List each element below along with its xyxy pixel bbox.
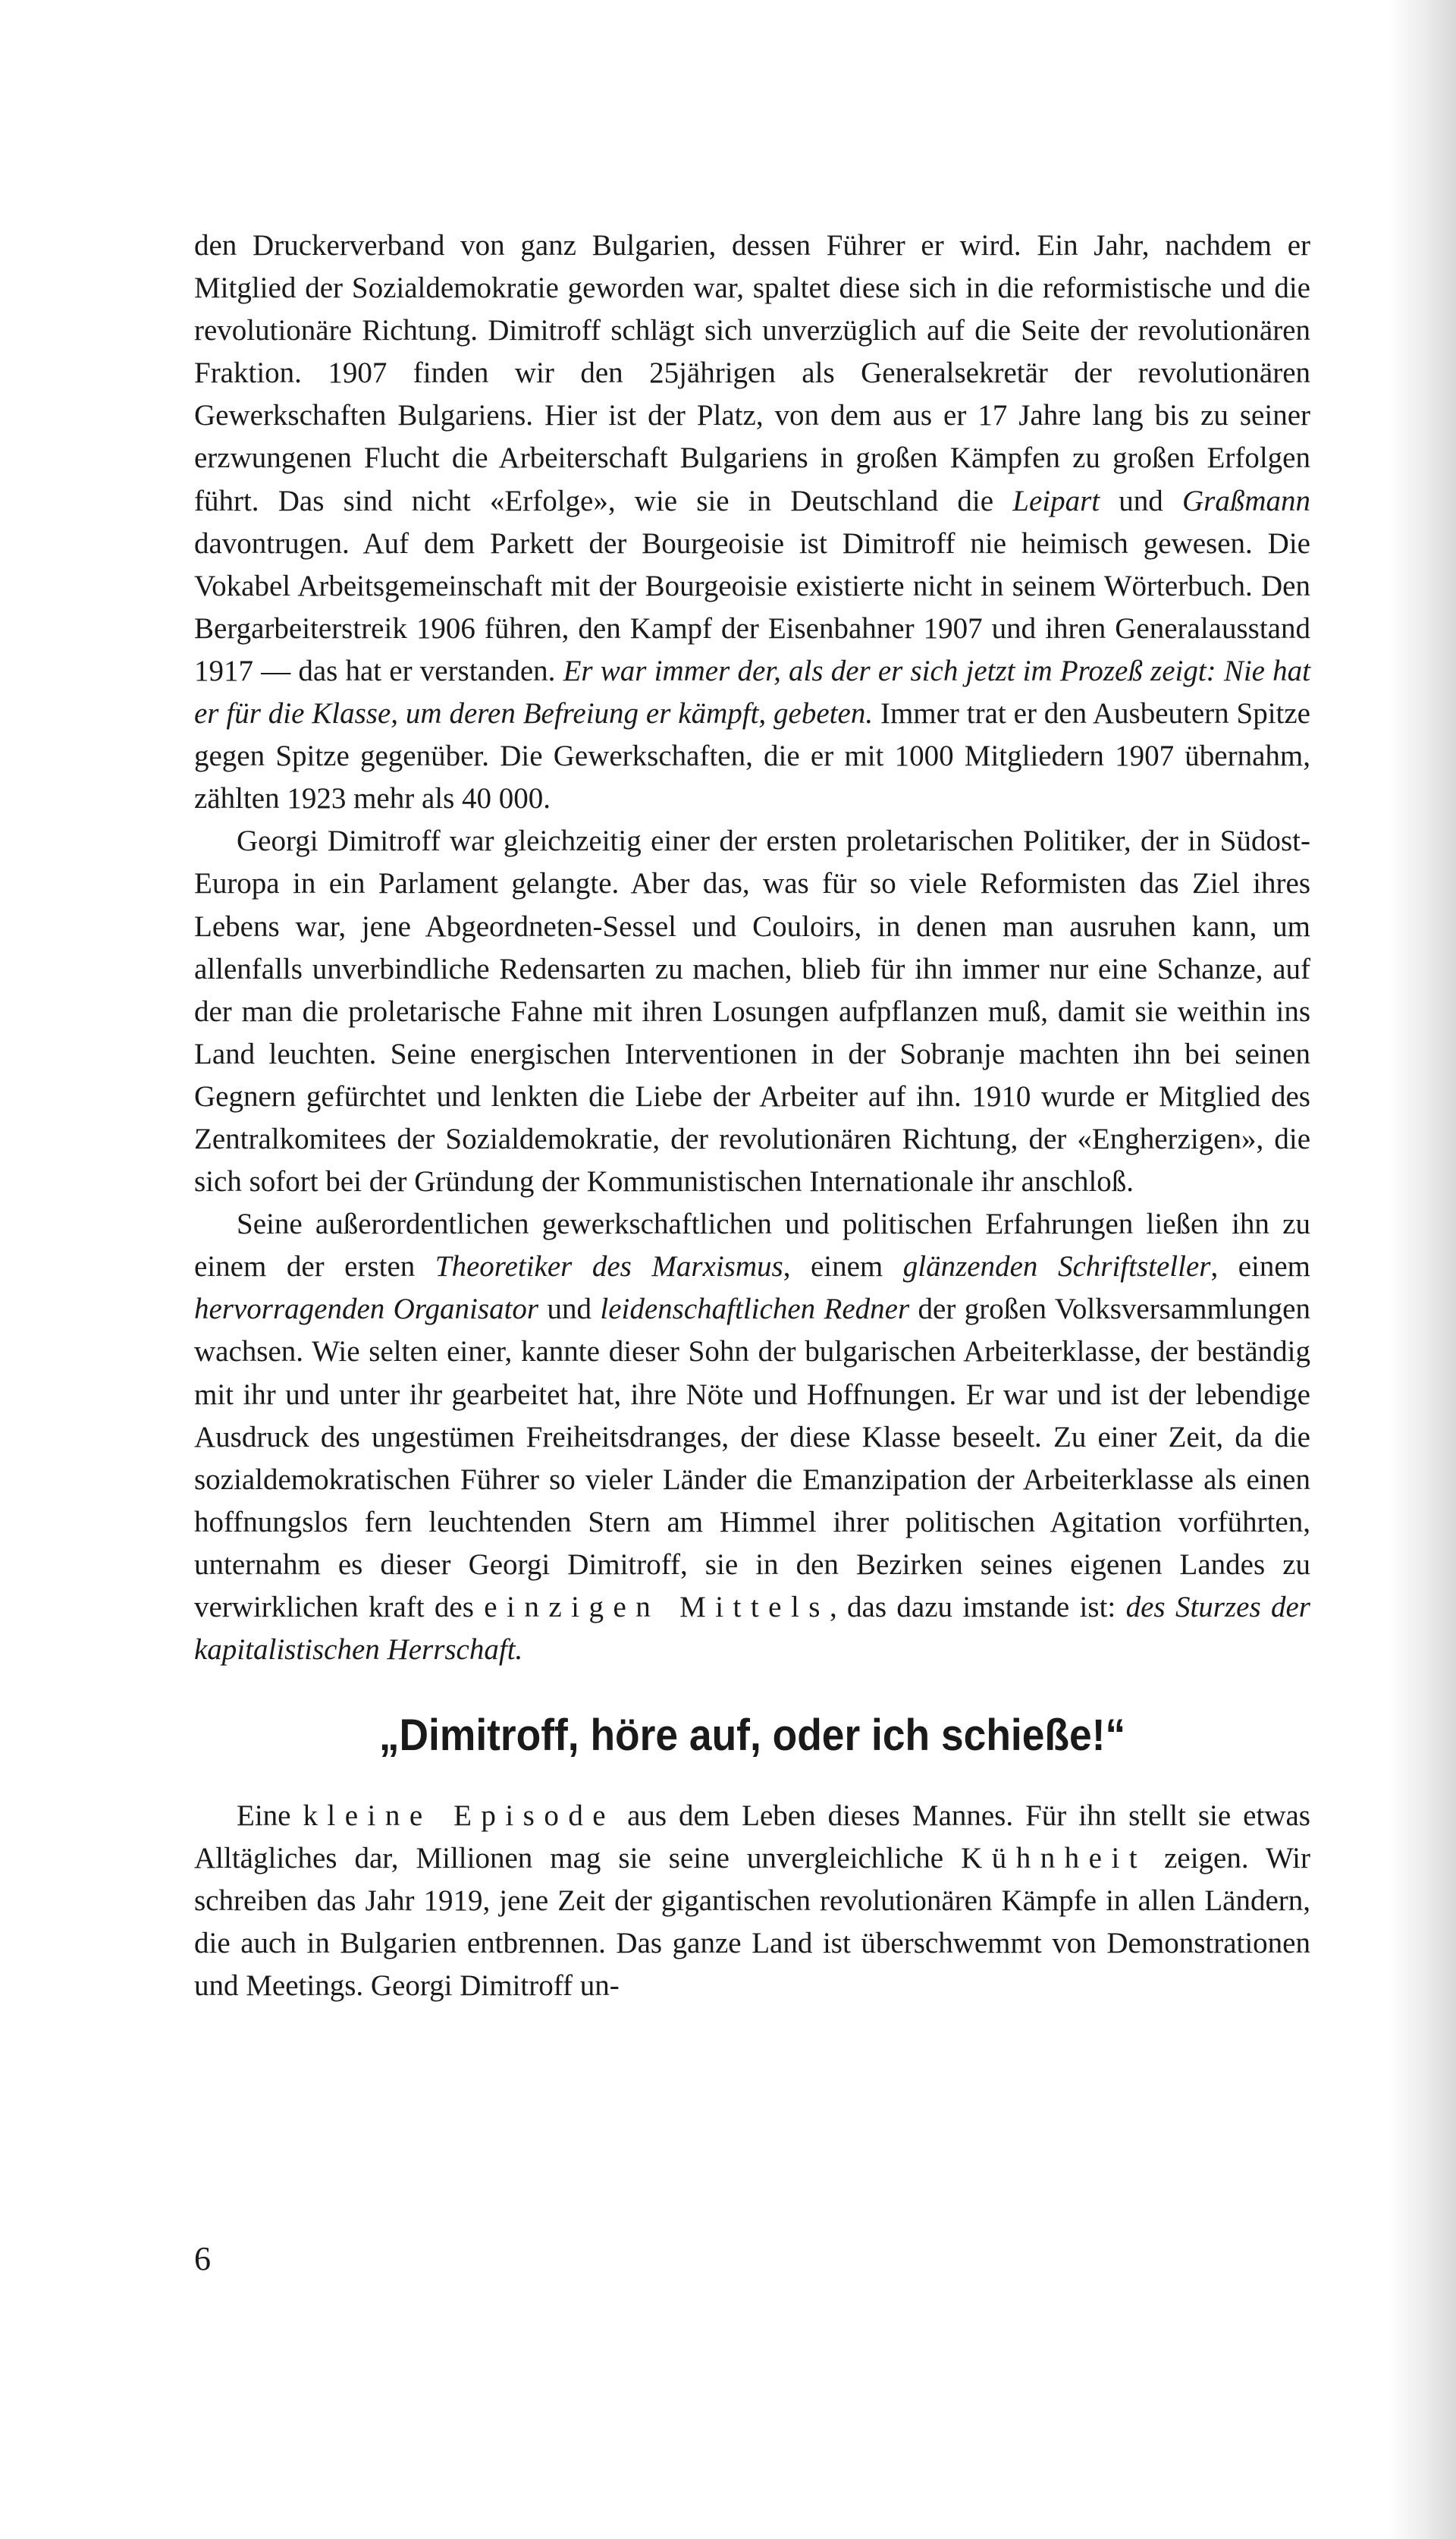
paragraph-1-segment-italic: Graßmann: [1181, 484, 1310, 517]
paragraph-3-segment-italic: leidenschaftlichen Redner: [600, 1293, 910, 1326]
page-number: 6: [194, 2240, 211, 2277]
paragraph-4-segment: zeigen. Wir schreiben das Jahr 1919, jene Zeit der gigantischen revolutionären Kämpfe in allen Ländern, die auch in Bulgarien entbrennen. Das ganze Land ist überschwemmt von Demonstrationen und Meetings. Georgi Dimitroff un-: [194, 1842, 1310, 2003]
paragraph-3-segment-italic: glänzenden Schriftsteller: [902, 1250, 1211, 1284]
paragraph-3-segment-italic: Theoretiker des Marxismus: [435, 1250, 783, 1284]
paragraph-1-segment-italic: Er war immer der, als der er sich jetzt im Prozeß zeigt: Nie hat er für die Klasse, um deren Befreiung er kämpft, gebeten.: [194, 654, 1310, 731]
paragraph-3-segment-spaced: einzigen Mittels: [484, 1591, 830, 1623]
paragraph-3: [194, 1203, 1310, 1671]
paragraph-1: [194, 225, 1310, 820]
paragraph-1-segment: Immer trat er den Ausbeutern Spitze gegen Spitze gegenüber. Die Gewerkschaften, die er mit 1000 Mitgliedern 1907 übernahm, zählten 1923 mehr als 40 000.: [194, 697, 1310, 815]
paragraph-1-segment-italic: Leipart: [1012, 484, 1100, 517]
section-heading: „Dimitroff, höre auf, oder ich schieße!“: [378, 1711, 1126, 1760]
body-text-top: [194, 225, 1310, 1671]
paragraph-4-segment-spaced: kleine Episode: [303, 1799, 616, 1832]
paragraph-4-segment-spaced: Kühnheit: [961, 1842, 1147, 1875]
paragraph-3-segment: Seine außerordentlichen gewerkschaftlichen und politischen Erfahrungen ließen ihn zu einem der ersten: [194, 1208, 1310, 1284]
paragraph-2-segment: Georgi Dimitroff war gleichzeitig einer der ersten proletarischen Politiker, der in Südost-Europa in ein Parlament gelangte. Aber das, was für so viele Reformisten das Ziel ihres Lebens war, jene Abgeordneten-Sessel und Couloirs, in denen man ausruhen kann, um allenfalls unverbindliche Redensarten zu machen, blieb für ihn immer nur eine Schanze, auf der man die proletarische Fahne mit ihren Losungen aufpflanzen muß, damit sie weithin ins Land leuchten. Seine energischen Interventionen in der Sobranje machten ihn bei seinen Gegnern gefürchtet und lenkten die Liebe der Arbeiter auf ihn. 1910 wurde er Mitglied des Zentralkomitees der Sozialdemokratie, der revolutionären Richtung, der «Engherzigen», die sich sofort bei der Gründung der Kommunistischen Internationale ihr anschloß.: [194, 825, 1310, 1199]
paragraph-3-segment: und: [538, 1293, 601, 1326]
body-text-bottom: [194, 1795, 1310, 2007]
paragraph-3-segment: der großen Volksversammlungen wachsen. Wie selten einer, kannte dieser Sohn der bulgarischen Arbeiterklasse, der beständig mit ihr und unter ihr gearbeitet hat, ihre Nöte und Hoffnungen. Er war und ist der lebendige Ausdruck des ungestümen Freiheitsdranges, der diese Klasse beseelt. Zu einer Zeit, da die sozialdemokratischen Führer so vieler Länder die Emanzipation der Arbeiterklasse als einen hoffnungslos fern leuchtenden Stern am Himmel ihrer politischen Agitation vorführten, unternahm es dieser Georgi Dimitroff, sie in den Bezirken seines eigenen Landes zu verwirklichen kraft des: [194, 1293, 1310, 1623]
paragraph-1-segment: davontrugen. Auf dem Parkett der Bourgeoisie ist Dimitroff nie heimisch gewesen. Die Vokabel Arbeitsgemeinschaft mit der Bourgeoisie existierte nicht in seinem Wörterbuch. Den Bergarbeiterstreik 1906 führen, den Kampf der Eisenbahner 1907 und ihren Generalausstand 1917 — das hat er verstanden.: [194, 526, 1310, 687]
paragraph-3-segment: , einem: [783, 1250, 903, 1284]
paragraph-1-segment: und: [1100, 484, 1182, 517]
paragraph-4-segment: aus dem Leben dieses Mannes. Für ihn stellt sie etwas Alltägliches dar, Millionen mag sie seine unvergleichliche: [194, 1799, 1310, 1875]
paragraph-3-segment-italic: hervorragenden Organisator: [194, 1293, 539, 1326]
paragraph-3-segment: , einem: [1210, 1250, 1311, 1284]
page-edge-shadow: [1388, 0, 1456, 2539]
paragraph-3-segment: , das dazu imstande ist:: [829, 1591, 1126, 1623]
paragraph-2: [194, 820, 1310, 1203]
paragraph-3-segment-italic: des Sturzes der kapitalistischen Herrschaft.: [194, 1591, 1310, 1667]
paragraph-4-segment: Eine: [237, 1799, 303, 1832]
paragraph-4: [194, 1795, 1310, 2007]
paragraph-1-segment: den Druckerverband von ganz Bulgarien, dessen Führer er wird. Ein Jahr, nachdem er Mitglied der Sozialdemokratie geworden war, spaltet diese sich in die reformistische und die revolutionäre Richtung. Dimitroff schlägt sich unverzüglich auf die Seite der revolutionären Fraktion. 1907 finden wir den 25jährigen als Generalsekretär der revolutionären Gewerkschaften Bulgariens. Hier ist der Platz, von dem aus er 17 Jahre lang bis zu seiner erzwungenen Flucht die Arbeiterschaft Bulgariens in großen Kämpfen zu großen Erfolgen führt. Das sind nicht «Erfolge», wie sie in Deutschland die: [194, 229, 1310, 517]
